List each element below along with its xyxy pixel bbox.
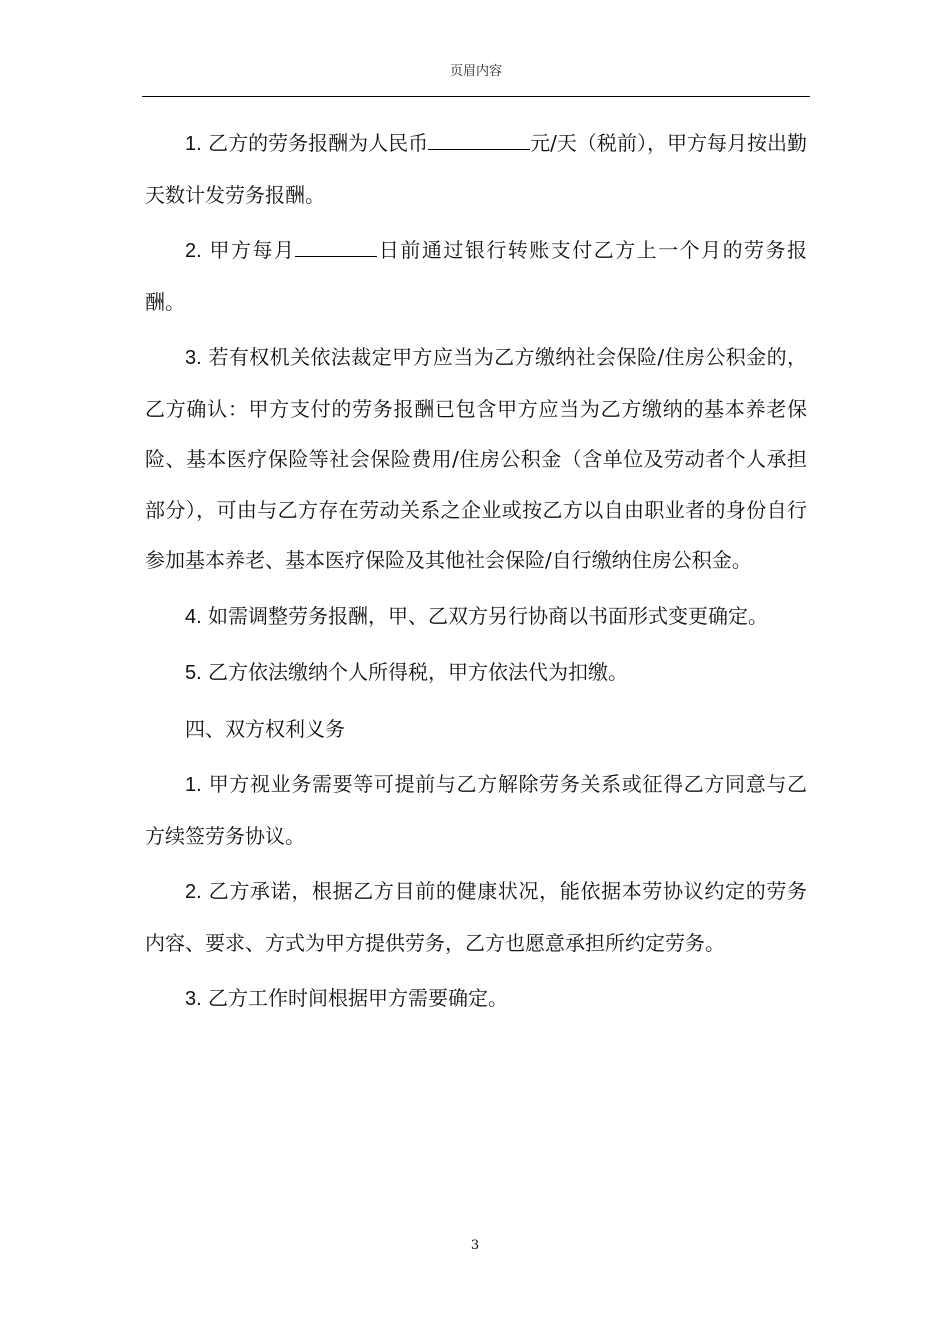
paragraph-text: 若有权机关依法裁定甲方应当为乙方缴纳社会保险/住房公积金的，乙方确认：甲方支付的劳务报酬已包含甲方应当为乙方缴纳的基本养老保险、基本医疗保险等社会保险费用/住房公积金（含单位及劳动者个人承担部分），可由与乙方存在劳动关系之企业或按乙方以自由职业者的身份自行参加基本养老、基本医疗保险及其他社会保险/自行缴纳住房公积金。 <box>145 345 807 572</box>
paragraph-text: 乙方依法缴纳个人所得税，甲方依法代为扣缴。 <box>208 660 629 684</box>
page-number: 3 <box>470 1238 480 1253</box>
paragraph-text: 甲方每月 <box>209 238 296 262</box>
paragraph-text: 日前通过银行转账支付乙方上一个月的劳务报酬。 <box>145 238 808 314</box>
item-number: 2. <box>185 240 202 262</box>
paragraph-text: 甲方视业务需要等可提前与乙方解除劳务关系或征得乙方同意与乙方续签劳务协议。 <box>145 772 808 848</box>
day-blank-field[interactable] <box>295 232 377 257</box>
paragraph-social-insurance <box>145 332 807 586</box>
section-heading-rights-obligations <box>145 704 807 755</box>
paragraph-payment-date <box>145 225 807 327</box>
header-rule <box>142 96 810 97</box>
paragraph-adjustment <box>145 591 807 643</box>
paragraph-health-commitment <box>145 866 807 968</box>
paragraph-termination <box>145 759 807 861</box>
item-number: 4. <box>185 605 202 628</box>
page-header: 页眉内容 <box>449 64 502 79</box>
section-heading-text: 四、双方权利义务 <box>185 716 345 741</box>
paragraph-text: 乙方承诺，根据乙方目前的健康状况，能依据本劳协议约定的劳务内容、要求、方式为甲方提供劳务，乙方也愿意承担所约定劳务。 <box>145 879 808 955</box>
item-number: 2. <box>185 881 202 903</box>
paragraph-text: 乙方的劳务报酬为人民币 <box>208 131 429 155</box>
item-number: 3. <box>185 988 202 1010</box>
document-body <box>145 118 807 1025</box>
item-number: 3. <box>185 347 202 369</box>
item-number: 1. <box>185 133 202 155</box>
paragraph-text: 元/天（税前），甲方每月按出勤天数计发劳务报酬。 <box>145 131 808 207</box>
item-number: 5. <box>185 662 202 684</box>
paragraph-income-tax <box>145 647 807 699</box>
amount-blank-field[interactable] <box>428 125 530 150</box>
paragraph-working-hours <box>145 973 807 1025</box>
paragraph-text: 乙方工作时间根据甲方需要确定。 <box>208 986 509 1010</box>
paragraph-remuneration-rate <box>145 118 807 220</box>
item-number: 1. <box>185 774 202 796</box>
paragraph-text: 如需调整劳务报酬，甲、乙双方另行协商以书面形式变更确定。 <box>208 603 769 628</box>
